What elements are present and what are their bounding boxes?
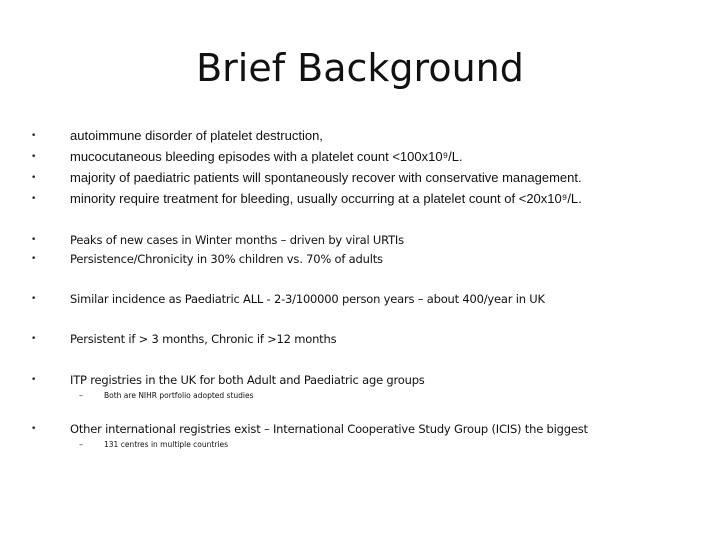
bullet-marker: • xyxy=(31,294,37,304)
list-item xyxy=(0,168,720,188)
list-item-text: Persistent if > 3 months, Chronic if >12 months xyxy=(70,332,337,346)
list-item-text: Other international registries exist – International Cooperative Study Group (ICIS) the biggest xyxy=(70,422,588,436)
list-item-text: minority require treatment for bleeding, usually occurring at a platelet count of <20x10⁹/L. xyxy=(70,191,582,206)
list-item xyxy=(0,126,720,146)
list-item-text: autoimmune disorder of platelet destruction, xyxy=(70,128,323,143)
bullet-marker: • xyxy=(31,131,37,141)
list-item-text: ITP registries in the UK for both Adult and Paediatric age groups xyxy=(70,373,425,387)
bullet-marker: • xyxy=(31,334,37,344)
sub-list-item xyxy=(0,389,720,403)
sub-list-item-text: 131 centres in multiple countries xyxy=(104,440,229,449)
bullet-marker: • xyxy=(31,254,37,264)
list-item-text: majority of paediatric patients will spontaneously recover with conservative management. xyxy=(70,170,582,185)
list-item xyxy=(0,230,720,250)
bullet-marker: • xyxy=(31,194,37,204)
dash-marker: – xyxy=(79,391,83,400)
list-item-text: Peaks of new cases in Winter months – driven by viral URTIs xyxy=(70,233,404,247)
list-item xyxy=(0,370,720,390)
list-item xyxy=(0,289,720,309)
list-item-text: Similar incidence as Paediatric ALL - 2-3/100000 person years – about 400/year in UK xyxy=(70,292,545,306)
bullet-marker: • xyxy=(31,152,37,162)
list-item xyxy=(0,189,720,209)
dash-marker: – xyxy=(79,440,83,449)
bullet-marker: • xyxy=(31,173,37,183)
sub-list-item xyxy=(0,438,720,452)
bullet-marker: • xyxy=(31,424,37,434)
list-item xyxy=(0,419,720,439)
slide-title: Brief Background xyxy=(196,46,524,90)
list-item xyxy=(0,147,720,167)
list-item xyxy=(0,329,720,349)
list-item xyxy=(0,249,720,269)
list-item-text: Persistence/Chronicity in 30% children vs. 70% of adults xyxy=(70,252,383,266)
list-item-text: mucocutaneous bleeding episodes with a platelet count <100x10⁹/L. xyxy=(70,149,463,164)
sub-list-item-text: Both are NIHR portfolio adopted studies xyxy=(104,391,254,400)
bullet-marker: • xyxy=(31,375,37,385)
bullet-marker: • xyxy=(31,235,37,245)
